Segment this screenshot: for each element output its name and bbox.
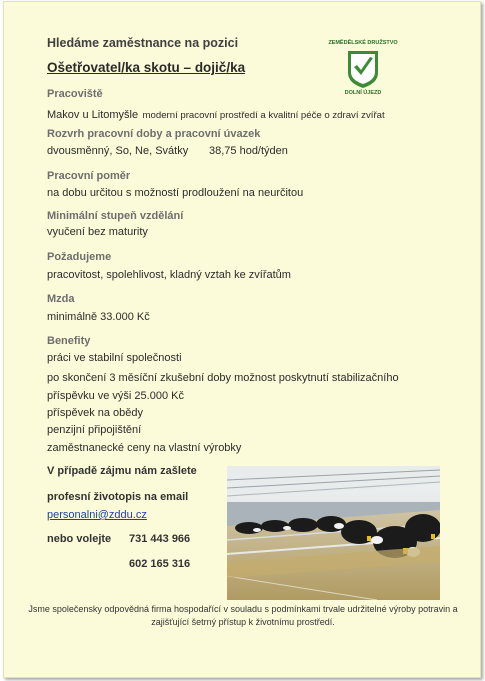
workplace-location: Makov u Litomyšle (47, 109, 139, 121)
benefit-item: po skončení 3 měsíční zkušební doby možnost poskytnutí stabilizačního (47, 372, 399, 384)
footer-note: Jsme společensky odpovědná firma hospodařící v souladu s podmínkami trvale udržitelné výroby potravin a zajišťující šetrný přístup k životnímu prostředí. (28, 604, 458, 627)
salary-value: minimálně 33.000 Kč (47, 311, 150, 323)
workplace-description: moderní pracovní prostředí a kvalitní péče o zdraví zvířat (142, 110, 385, 121)
cows-barn-photo (227, 466, 440, 600)
page-heading: Hledáme zaměstnance na pozici (47, 36, 239, 50)
contact-intro: V případě zájmu nám zašlete (47, 465, 197, 477)
benefit-item: příspěvek na obědy (47, 407, 144, 419)
contact-cv-text: profesní životopis na email (47, 491, 189, 503)
contact-phone-2[interactable]: 602 165 316 (129, 558, 191, 570)
benefit-item: penzijní připojištění (47, 424, 142, 436)
job-title: Ošetřovatel/ka skotu – dojič/ka (47, 60, 246, 75)
checkmark-shield-icon (346, 49, 380, 89)
education-value: vyučení bez maturity (47, 226, 148, 238)
requirements-label: Požadujeme (47, 251, 112, 263)
benefit-item: zaměstnanecké ceny na vlastní výrobky (47, 442, 242, 454)
benefits-label: Benefity (47, 335, 91, 347)
workplace-value (47, 105, 385, 123)
logo-bottom-text: DOLNÍ ÚJEZD (344, 90, 382, 96)
requirements-value: pracovitost, spolehlivost, kladný vztah ke zvířatům (47, 269, 291, 281)
workplace-label: Pracoviště (47, 88, 103, 100)
employment-value: na dobu určitou s možností prodloužení na neurčitou (47, 187, 304, 199)
education-label: Minimální stupeň vzdělání (47, 210, 184, 222)
company-logo (324, 40, 402, 100)
schedule-label: Rozvrh pracovní doby a pracovní úvazek (47, 128, 261, 140)
contact-phone-1[interactable]: 731 443 966 (129, 533, 191, 545)
contact-email-link[interactable]: personalni@zddu.cz (47, 509, 147, 521)
benefit-item: práci ve stabilní společnosti (47, 352, 182, 364)
job-posting-page (3, 1, 481, 678)
contact-call-text: nebo volejte (47, 533, 112, 545)
salary-label: Mzda (47, 293, 75, 305)
employment-label: Pracovní poměr (47, 170, 131, 182)
benefit-item: příspěvku ve výši 25.000 Kč (47, 390, 184, 402)
logo-top-text: ZEMĚDĚLSKÉ DRUŽSTVO (328, 40, 398, 46)
schedule-shifts: dvousměnný, So, Ne, Svátky (47, 145, 189, 157)
schedule-hours: 38,75 hod/týden (209, 145, 288, 157)
